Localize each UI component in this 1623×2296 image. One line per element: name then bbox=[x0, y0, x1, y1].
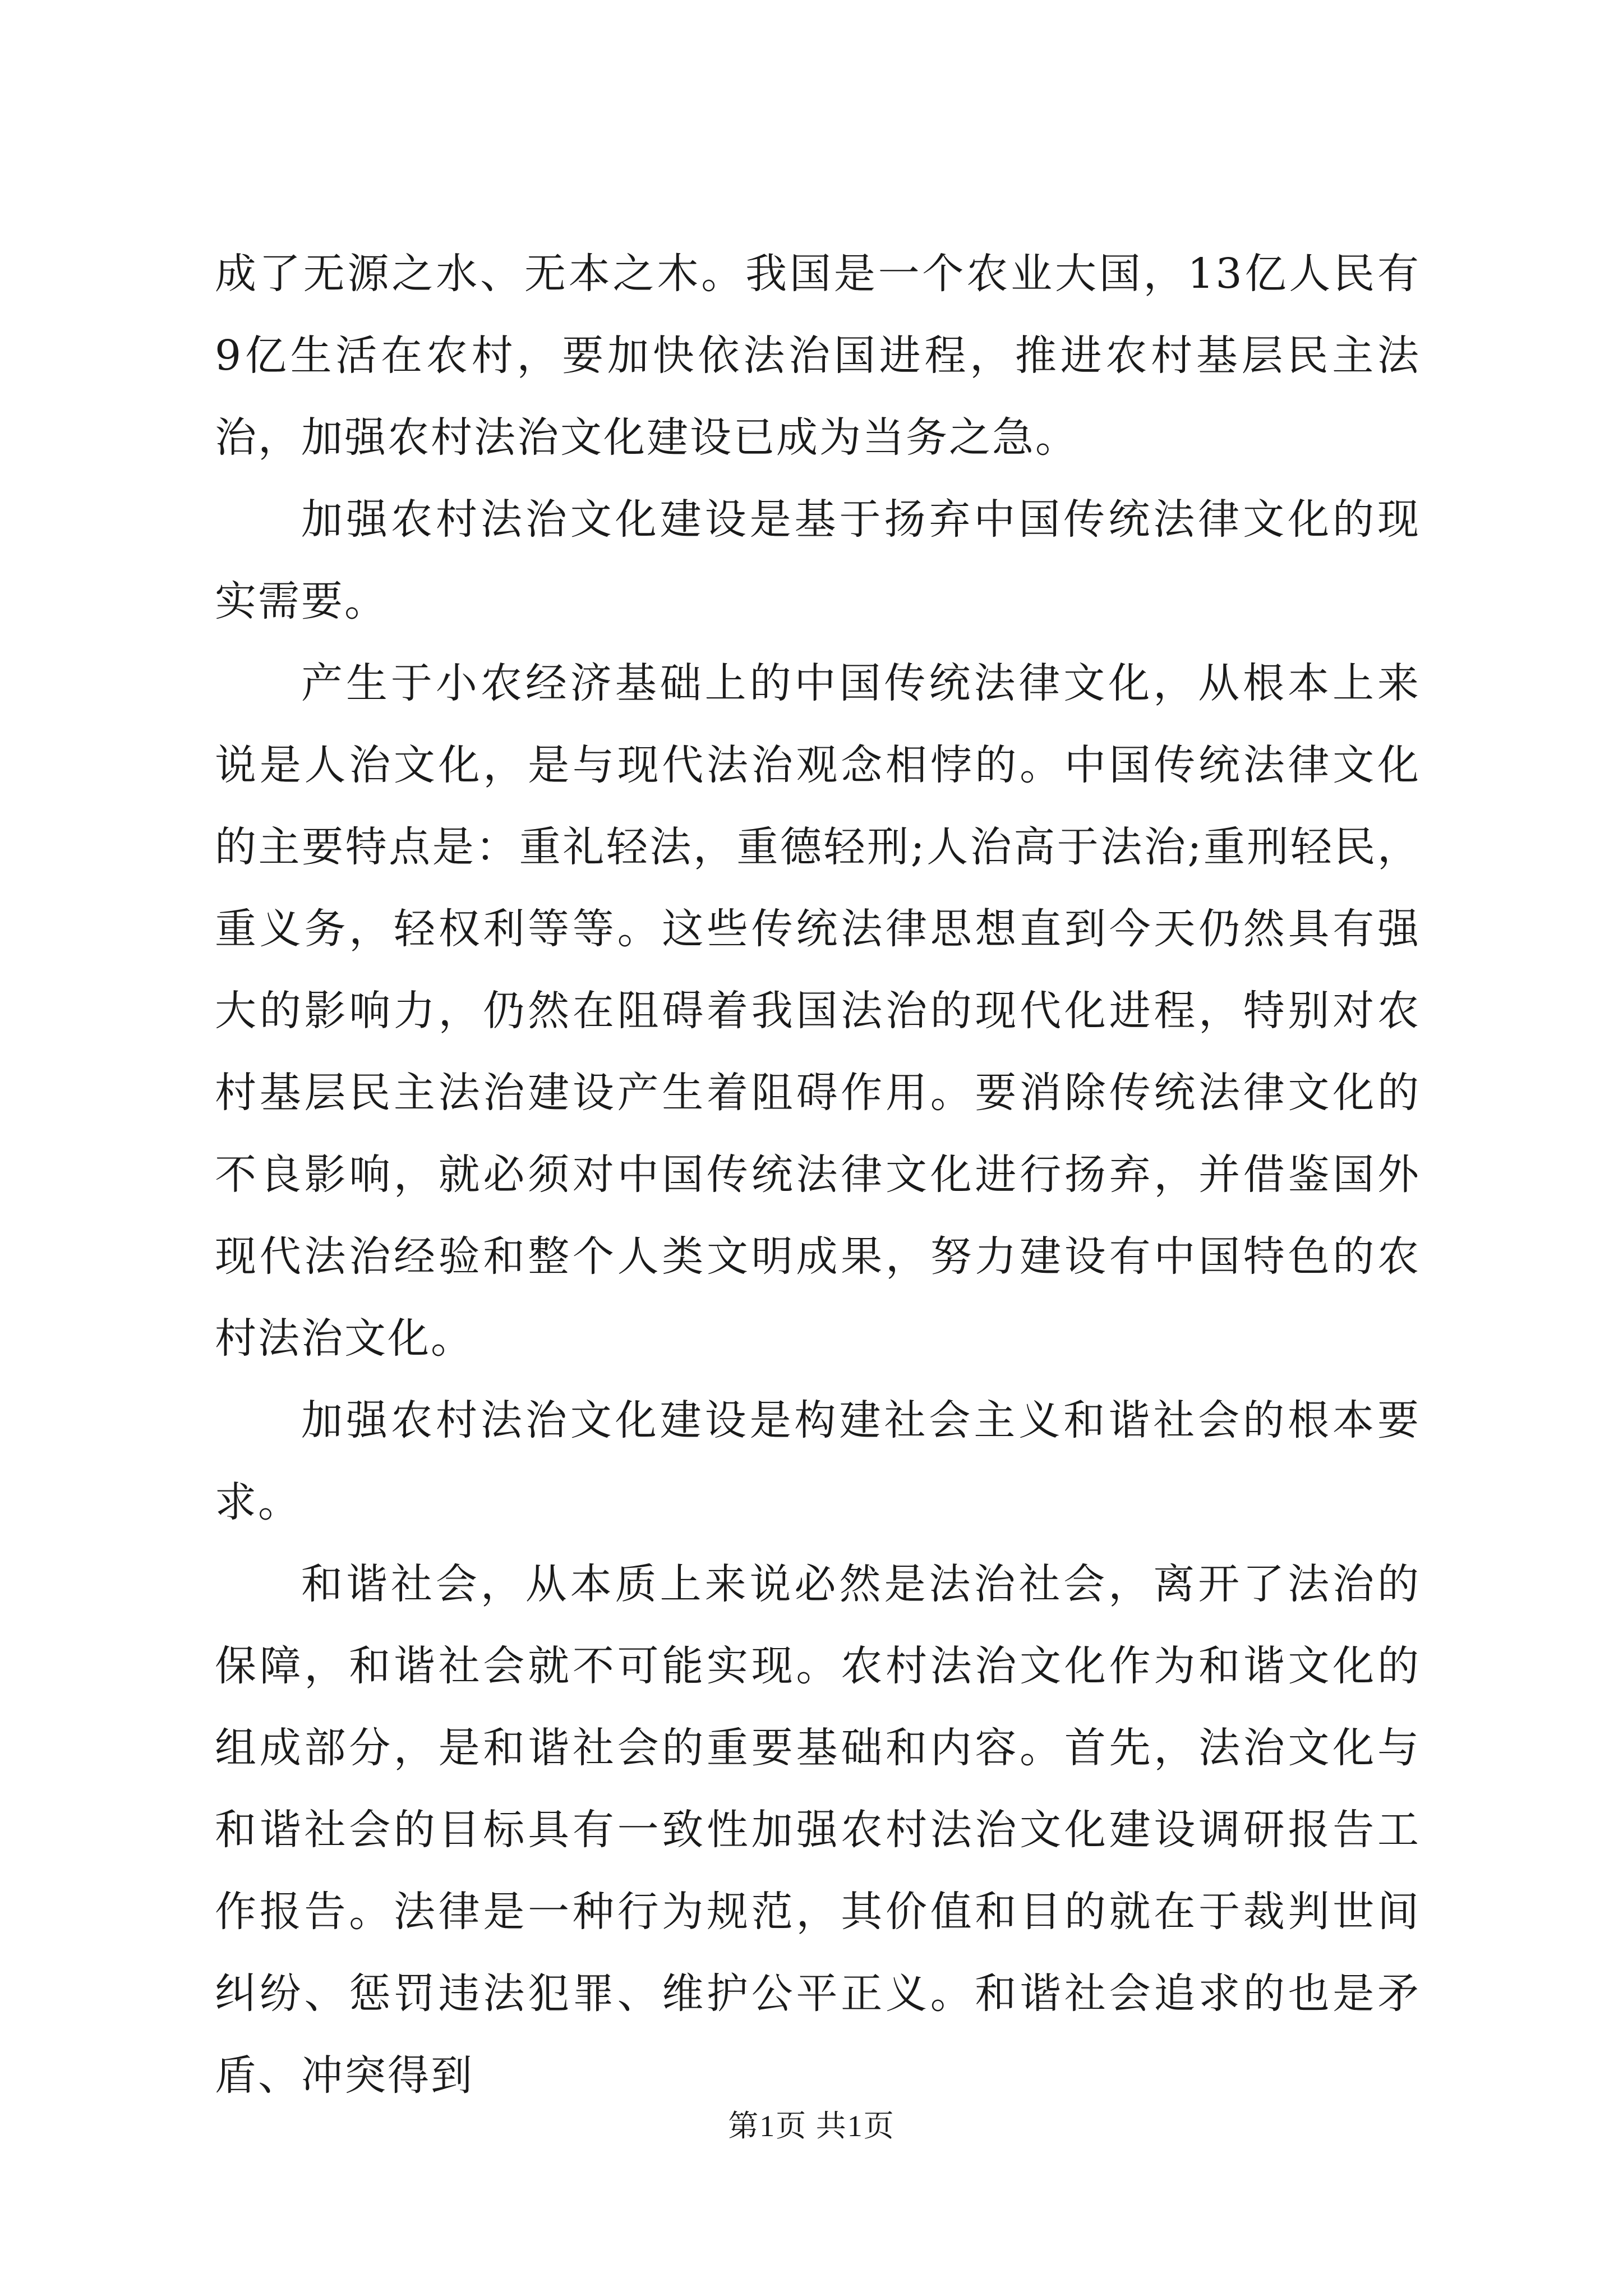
paragraph-traditional-legal-culture: 产生于小农经济基础上的中国传统法律文化，从根本上来说是人治文化，是与现代法治观念相悖的。中国传统法律文化的主要特点是：重礼轻法，重德轻刑;人治高于法治;重刑轻民，重义务，轻权利等等。这些传统法律思想直到今天仍然具有强大的影响力，仍然在阻碍着我国法治的现代化进程，特别对农村基层民主法治建设产生着阻碍作用。要消除传统法律文化的不良影响，就必须对中国传统法律文化进行扬弃，并借鉴国外现代法治经验和整个人类文明成果，努力建设有中国特色的农村法治文化。 bbox=[215, 659, 1421, 1363]
page-number-footer: 第1页 共1页 bbox=[728, 2109, 895, 2143]
paragraph-continuation: 成了无源之水、无本之木。我国是一个农业大国，13亿人民有9亿生活在农村，要加快依法治国进程，推进农村基层民主法治，加强农村法治文化建设已成为当务之急。 bbox=[215, 250, 1421, 462]
paragraph-heading-traditional-culture: 加强农村法治文化建设是基于扬弃中国传统法律文化的现实需要。 bbox=[215, 495, 1421, 625]
paragraph-heading-harmonious-society: 加强农村法治文化建设是构建社会主义和谐社会的根本要求。 bbox=[215, 1396, 1421, 1526]
paragraph-harmonious-society: 和谐社会，从本质上来说必然是法治社会，离开了法治的保障，和谐社会就不可能实现。农村法治文化作为和谐文化的组成部分，是和谐社会的重要基础和内容。首先，法治文化与和谐社会的目标具有一致性加强农村法治文化建设调研报告工作报告。法律是一种行为规范，其价值和目的就在于裁判世间纠纷、惩罚违法犯罪、维护公平正义。和谐社会追求的也是矛盾、冲突得到 bbox=[215, 1560, 1421, 2100]
document-body bbox=[215, 233, 1421, 2116]
